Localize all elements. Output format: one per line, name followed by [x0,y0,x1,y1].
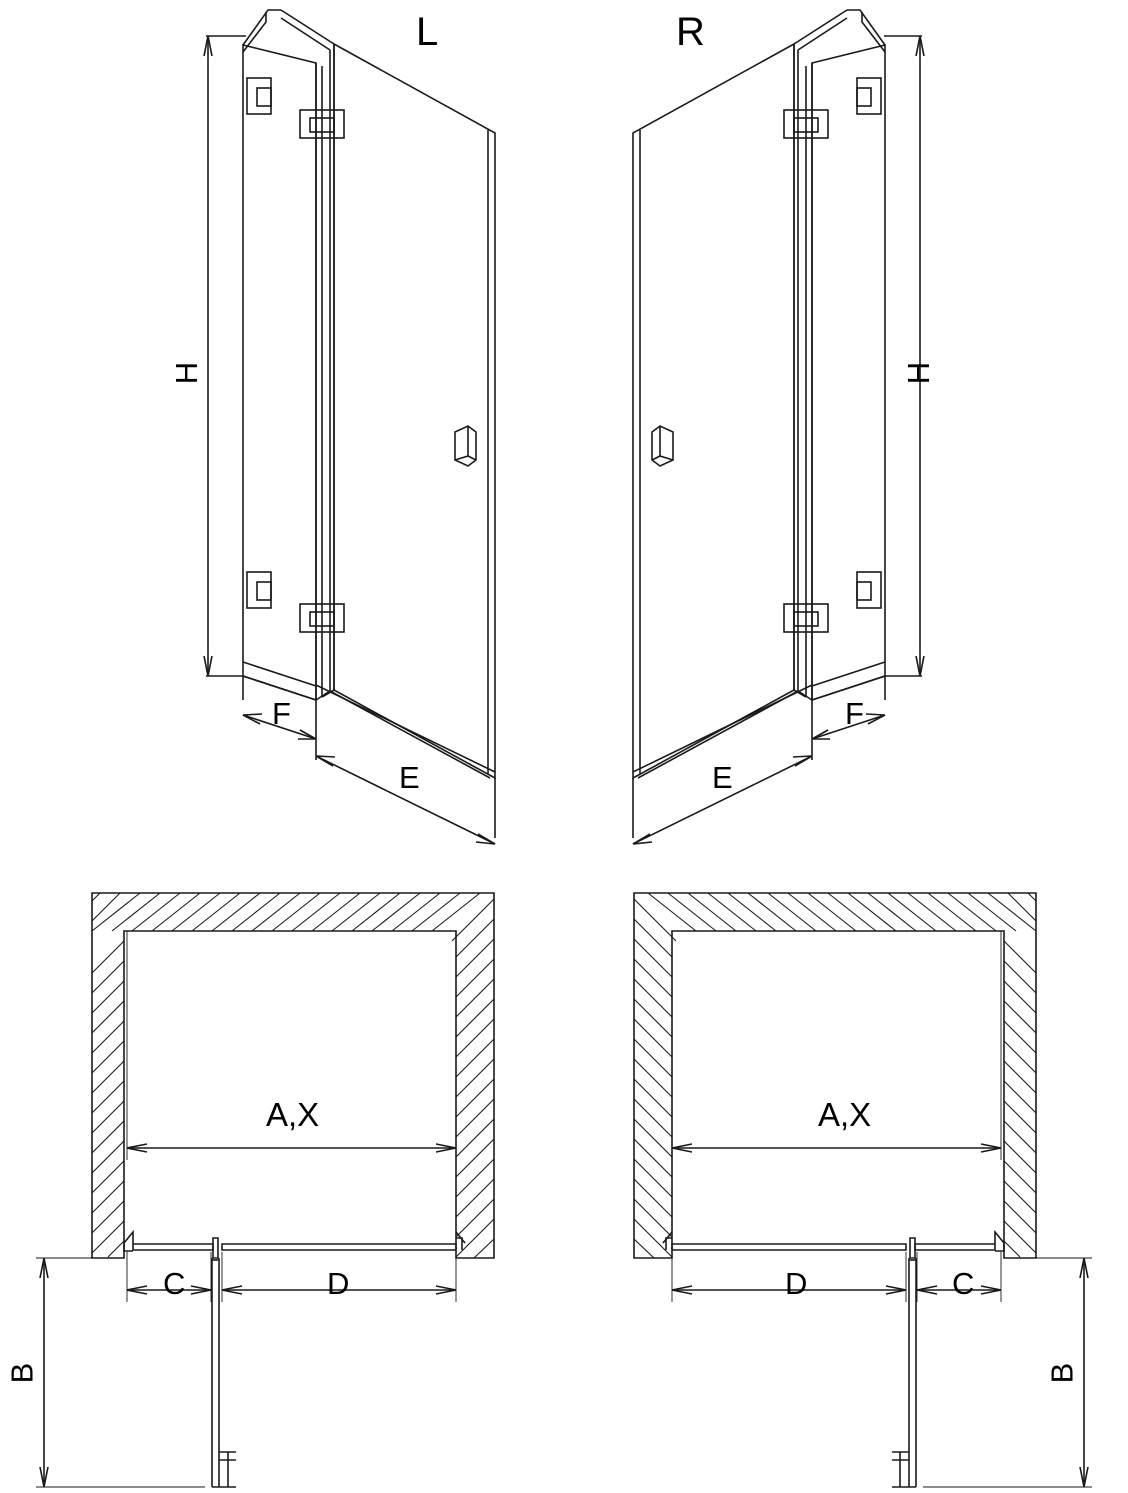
dim-fixed-plan-right: C [952,1266,975,1301]
elevation-right-view [633,10,924,844]
dim-height-left: H [169,361,205,385]
dim-overall-plan-left: A,X [266,1096,320,1133]
dim-fixed-left: F [272,696,291,731]
dim-side-plan-right: B [1044,1362,1080,1384]
dim-door-plan-left: D [327,1266,350,1301]
plan-left-view [36,893,494,1487]
dim-door-right: E [712,760,733,795]
dim-side-plan-left: B [4,1362,40,1384]
dim-fixed-plan-left: C [163,1266,186,1301]
variant-label-right: R [676,10,705,54]
dim-door-left: E [399,760,420,795]
dim-height-right: H [901,361,937,385]
plan-right-view [634,893,1092,1487]
elevation-left-view [204,10,495,844]
variant-label-left: L [416,10,439,54]
dim-door-plan-right: D [785,1266,808,1301]
dim-overall-plan-right: A,X [818,1096,872,1133]
dim-fixed-right: F [845,696,864,731]
